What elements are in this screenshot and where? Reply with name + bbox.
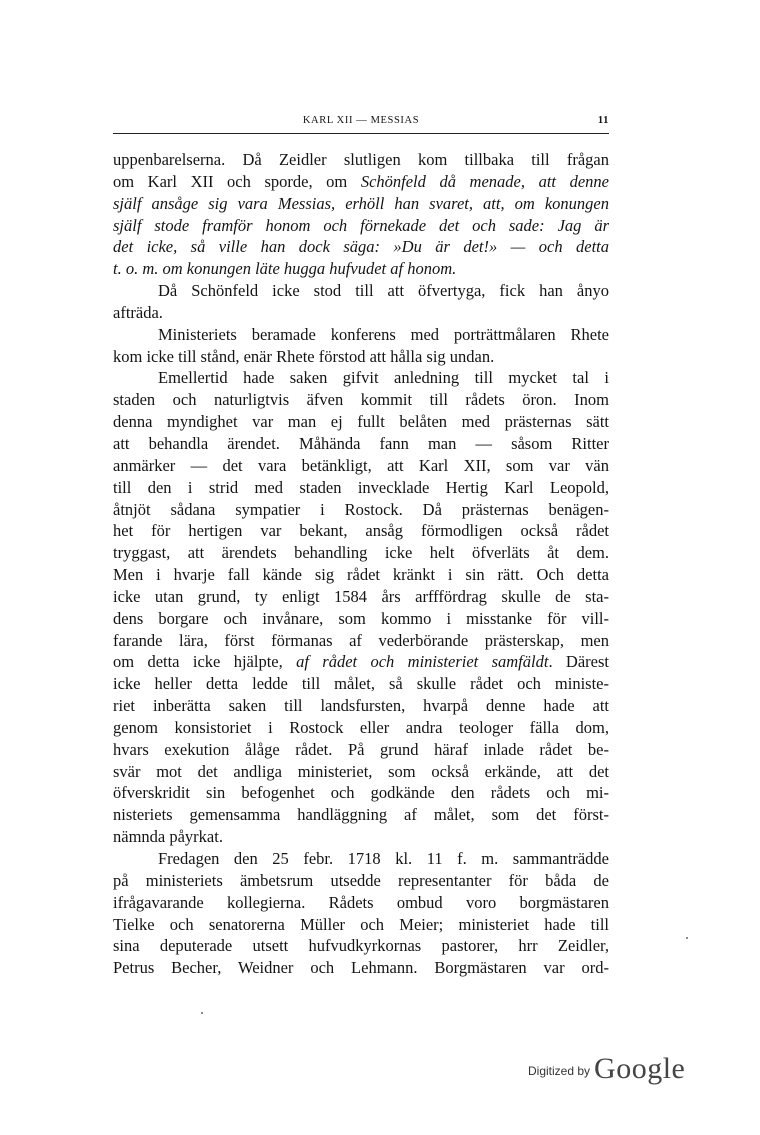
text-line: dens borgare och invånare, som kommo i misstanke för vill- (113, 608, 609, 628)
header-rule (113, 133, 609, 134)
text-line: tryggast, att ärendets behandling icke helt öfverläts åt dem. (113, 543, 609, 563)
text-line: öfverskridit sin befogenhet och godkände den rådets och mi- (113, 783, 609, 803)
speck (201, 1012, 203, 1014)
text-line: själf ansåge sig vara Messias, erhöll han svaret, att, om konungen (113, 193, 609, 213)
text-line: svär mot det andliga ministeriet, som också erkände, att det (113, 761, 609, 781)
speck (686, 937, 688, 939)
text-line: Fredagen den 25 febr. 1718 kl. 11 f. m. sammanträdde (158, 849, 609, 868)
italic-span: af rådet och ministeriet samfäldt (296, 652, 549, 672)
text-line: Men i hvarje fall kände sig rådet kränkt i sin rätt. Och detta (113, 565, 609, 585)
watermark-prefix: Digitized by (528, 1064, 591, 1078)
running-title: KARL XII — MESSIAS (302, 115, 420, 126)
text-line: riet inberätta saken till landsfursten, hvarpå denne hade att (113, 696, 609, 716)
text-line: icke heller detta ledde till målet, så skulle rådet och ministe- (113, 674, 609, 694)
text-line: uppenbarelserna. Då Zeidler slutligen kom tillbaka till frågan (113, 150, 609, 169)
text-line: staden och naturligtvis äfven kommit till rådets öron. Inom (113, 390, 609, 410)
text-line: icke utan grund, ty enligt 1584 års arfffördrag skulle de sta- (113, 586, 609, 606)
text-line: het för hertigen var bekant, ansåg förmodligen också rådet (113, 521, 609, 541)
text-line: kom icke till stånd, enär Rhete förstod att hålla sig undan. (113, 346, 495, 366)
text-line: om detta icke hjälpte, af rådet och ministeriet samfäldt. Därest (113, 652, 609, 672)
digitized-by-google-watermark (528, 1052, 685, 1092)
running-header (113, 111, 609, 131)
text-line: Då Schönfeld icke stod till att öfvertyga, fick han ånyo (158, 281, 609, 301)
text-line: åtnjöt sådana sympatier i Rostock. Då prästernas benägen- (113, 499, 609, 519)
page-number: 11 (597, 115, 609, 126)
text-line: nisteriets gemensamma handläggning af målet, som det först- (113, 805, 609, 825)
text-line: anmärker — det vara betänkligt, att Karl XII, som var vän (113, 455, 609, 475)
text-line: hvars exekution ålåge rådet. På grund häraf inlade rådet be- (113, 739, 609, 759)
google-logo: Google (594, 1052, 686, 1085)
text-line: själf stode framför honom och förnekade det och sade: Jag är (113, 215, 609, 235)
text-line: att behandla ärendet. Måhända fann man — såsom Ritter (113, 433, 609, 453)
text-line: genom konsistoriet i Rostock eller andra teologer fälla dom, (113, 717, 609, 737)
text-line: nämnda påyrkat. (113, 827, 223, 847)
text-line: Petrus Becher, Weidner och Lehmann. Borgmästaren var ord- (113, 958, 609, 978)
text-line: denna myndighet var man ej fullt belåten med prästernas sätt (113, 412, 609, 432)
text-line: farande lära, först förmanas af vederbörande prästerskap, men (113, 630, 609, 650)
text-line: Emellertid hade saken gifvit anledning till mycket tal i (158, 368, 609, 388)
text-line: afträda. (113, 302, 163, 322)
text-line: till den i strid med staden invecklade Hertig Karl Leopold, (113, 477, 609, 497)
text-line-content: om Karl XII och sporde, om Schönfeld då menade, att denne (113, 171, 609, 191)
text-line: sina deputerade utsett hufvudkyrkornas pastorer, hrr Zeidler, (113, 936, 609, 956)
text-line: på ministeriets ämbetsrum utsedde representanter för båda de (113, 870, 609, 890)
text-line: Tielke och senatorerna Müller och Meier; ministeriet hade till (113, 914, 609, 934)
body-text (113, 149, 609, 979)
text-line: ifrågavarande kollegierna. Rådets ombud voro borgmästaren (113, 892, 609, 912)
text-line (113, 171, 609, 193)
italic-span: Schönfeld då menade, att denne (360, 171, 609, 191)
text-line: Ministeriets beramade konferens med porträttmålaren Rhete (158, 324, 609, 344)
text-line: det icke, så ville han dock säga: »Du är det!» — och detta (113, 237, 609, 257)
text-line: t. o. m. om konungen läte hugga hufvudet af honom. (113, 259, 457, 279)
